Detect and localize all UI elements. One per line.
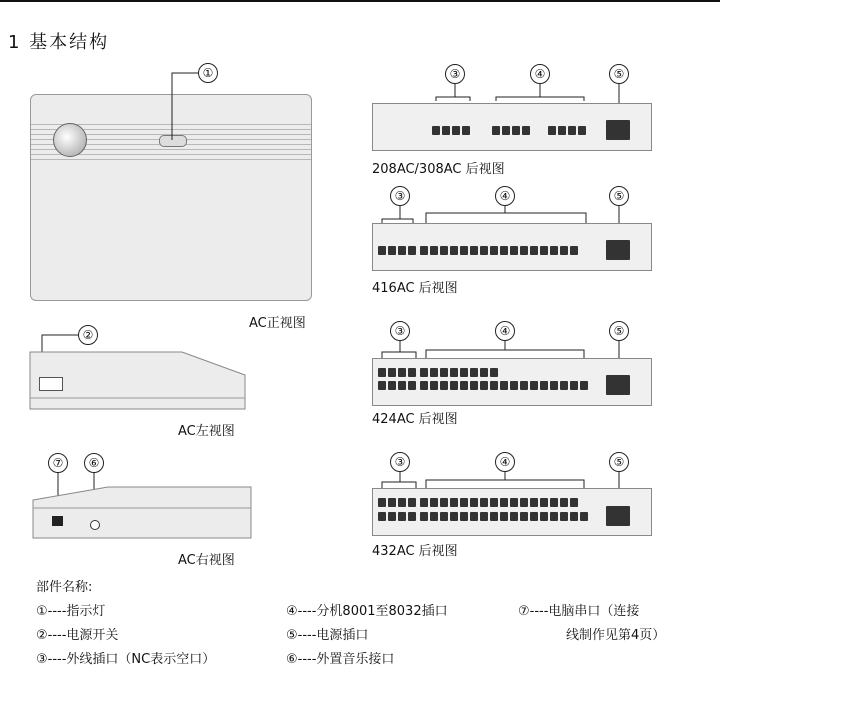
- extension-port: [470, 512, 478, 521]
- extension-port: [420, 246, 428, 255]
- line-port: [408, 246, 416, 255]
- extension-port: [512, 126, 520, 135]
- section-heading: 1 基本结构: [8, 32, 110, 53]
- extension-port: [500, 498, 508, 507]
- part-3: ③----外线插口（NC表示空口）: [36, 652, 216, 667]
- line-port: [388, 368, 396, 377]
- line-port: [378, 381, 386, 390]
- serial-port: [52, 516, 63, 526]
- extension-port: [578, 126, 586, 135]
- power-socket: [606, 375, 630, 395]
- extension-port: [440, 368, 448, 377]
- extension-port: [450, 246, 458, 255]
- extension-port: [548, 126, 556, 135]
- line-port: [388, 381, 396, 390]
- extension-port: [430, 498, 438, 507]
- caption-front-view: AC正视图: [249, 316, 306, 331]
- line-port: [388, 512, 396, 521]
- part-6: ⑥----外置音乐接口: [286, 652, 395, 667]
- line-port: [388, 246, 396, 255]
- part-1: ①----指示灯: [36, 604, 106, 619]
- extension-port: [570, 512, 578, 521]
- line-port: [398, 246, 406, 255]
- extension-port: [522, 126, 530, 135]
- extension-port: [520, 381, 528, 390]
- callout-5-424: ⑤: [609, 321, 629, 341]
- extension-port: [540, 498, 548, 507]
- callout-4-208: ④: [530, 64, 550, 84]
- power-socket: [606, 120, 630, 140]
- line-port: [452, 126, 460, 135]
- extension-port: [460, 381, 468, 390]
- extension-port: [580, 381, 588, 390]
- extension-port: [520, 512, 528, 521]
- extension-port: [440, 498, 448, 507]
- extension-port: [510, 381, 518, 390]
- extension-port: [558, 126, 566, 135]
- extension-port: [470, 246, 478, 255]
- extension-port: [530, 381, 538, 390]
- extension-port: [560, 246, 568, 255]
- extension-port: [570, 381, 578, 390]
- line-port: [462, 126, 470, 135]
- extension-port: [460, 498, 468, 507]
- extension-port: [430, 246, 438, 255]
- extension-port: [500, 512, 508, 521]
- music-jack: [90, 520, 100, 530]
- extension-port: [450, 512, 458, 521]
- extension-port: [502, 126, 510, 135]
- extension-port: [440, 512, 448, 521]
- extension-port: [430, 512, 438, 521]
- line-port: [442, 126, 450, 135]
- line-port: [378, 246, 386, 255]
- line-port: [398, 368, 406, 377]
- power-socket: [606, 240, 630, 260]
- extension-port: [460, 512, 468, 521]
- extension-port: [480, 381, 488, 390]
- extension-port: [480, 512, 488, 521]
- extension-port: [430, 368, 438, 377]
- extension-port: [550, 381, 558, 390]
- extension-port: [568, 126, 576, 135]
- callout-5-208: ⑤: [609, 64, 629, 84]
- callout-3-416: ③: [390, 186, 410, 206]
- extension-port: [450, 498, 458, 507]
- extension-port: [510, 246, 518, 255]
- line-port: [398, 381, 406, 390]
- line-port: [378, 368, 386, 377]
- extension-port: [490, 381, 498, 390]
- extension-port: [490, 368, 498, 377]
- extension-port: [540, 381, 548, 390]
- line-port: [408, 368, 416, 377]
- extension-port: [530, 512, 538, 521]
- extension-port: [510, 512, 518, 521]
- parts-title: 部件名称:: [36, 580, 93, 595]
- extension-port: [440, 246, 448, 255]
- extension-port: [470, 498, 478, 507]
- line-port: [432, 126, 440, 135]
- line-port: [378, 512, 386, 521]
- extension-port: [490, 498, 498, 507]
- extension-port: [492, 126, 500, 135]
- extension-port: [500, 381, 508, 390]
- callout-4-432: ④: [495, 452, 515, 472]
- extension-port: [520, 498, 528, 507]
- extension-port: [440, 381, 448, 390]
- extension-port: [550, 512, 558, 521]
- extension-port: [490, 512, 498, 521]
- extension-port: [550, 498, 558, 507]
- extension-port: [510, 498, 518, 507]
- extension-port: [420, 498, 428, 507]
- extension-port: [450, 368, 458, 377]
- caption-416ac: 416AC 后视图: [372, 281, 458, 296]
- extension-port: [470, 381, 478, 390]
- extension-port: [550, 246, 558, 255]
- extension-port: [470, 368, 478, 377]
- caption-left-view: AC左视图: [178, 424, 235, 439]
- line-port: [408, 381, 416, 390]
- line-port: [398, 498, 406, 507]
- extension-port: [480, 498, 488, 507]
- extension-port: [480, 246, 488, 255]
- line-port: [378, 498, 386, 507]
- extension-port: [500, 246, 508, 255]
- part-4: ④----分机8001至8032插口: [286, 604, 448, 619]
- extension-port: [520, 246, 528, 255]
- extension-port: [420, 381, 428, 390]
- extension-port: [490, 246, 498, 255]
- extension-port: [460, 246, 468, 255]
- callout-3-432: ③: [390, 452, 410, 472]
- callout-7: ⑦: [48, 453, 68, 473]
- caption-208ac: 208AC/308AC 后视图: [372, 162, 505, 177]
- extension-port: [530, 498, 538, 507]
- extension-port: [560, 498, 568, 507]
- callout-2: ②: [78, 325, 98, 345]
- extension-port: [570, 246, 578, 255]
- extension-port: [540, 246, 548, 255]
- extension-port: [540, 512, 548, 521]
- callout-4-416: ④: [495, 186, 515, 206]
- extension-port: [560, 512, 568, 521]
- line-port: [408, 512, 416, 521]
- caption-right-view: AC右视图: [178, 553, 235, 568]
- extension-port: [460, 368, 468, 377]
- extension-port: [420, 368, 428, 377]
- line-port: [408, 498, 416, 507]
- callout-4-424: ④: [495, 321, 515, 341]
- extension-port: [570, 498, 578, 507]
- extension-port: [560, 381, 568, 390]
- extension-port: [530, 246, 538, 255]
- callout-5-416: ⑤: [609, 186, 629, 206]
- extension-port: [580, 512, 588, 521]
- part-7-line2: 线制作见第4页）: [566, 628, 666, 643]
- callout-6: ⑥: [84, 453, 104, 473]
- callout-1: ①: [198, 63, 218, 83]
- part-2: ②----电源开关: [36, 628, 119, 643]
- line-port: [388, 498, 396, 507]
- extension-port: [450, 381, 458, 390]
- callout-3-208: ③: [445, 64, 465, 84]
- line-port: [398, 512, 406, 521]
- callout-5-432: ⑤: [609, 452, 629, 472]
- power-socket: [606, 506, 630, 526]
- extension-port: [480, 368, 488, 377]
- callout-3-424: ③: [390, 321, 410, 341]
- extension-port: [420, 512, 428, 521]
- part-5: ⑤----电源插口: [286, 628, 369, 643]
- extension-port: [430, 381, 438, 390]
- caption-432ac: 432AC 后视图: [372, 544, 458, 559]
- part-7-line1: ⑦----电脑串口（连接: [518, 604, 640, 619]
- caption-424ac: 424AC 后视图: [372, 412, 458, 427]
